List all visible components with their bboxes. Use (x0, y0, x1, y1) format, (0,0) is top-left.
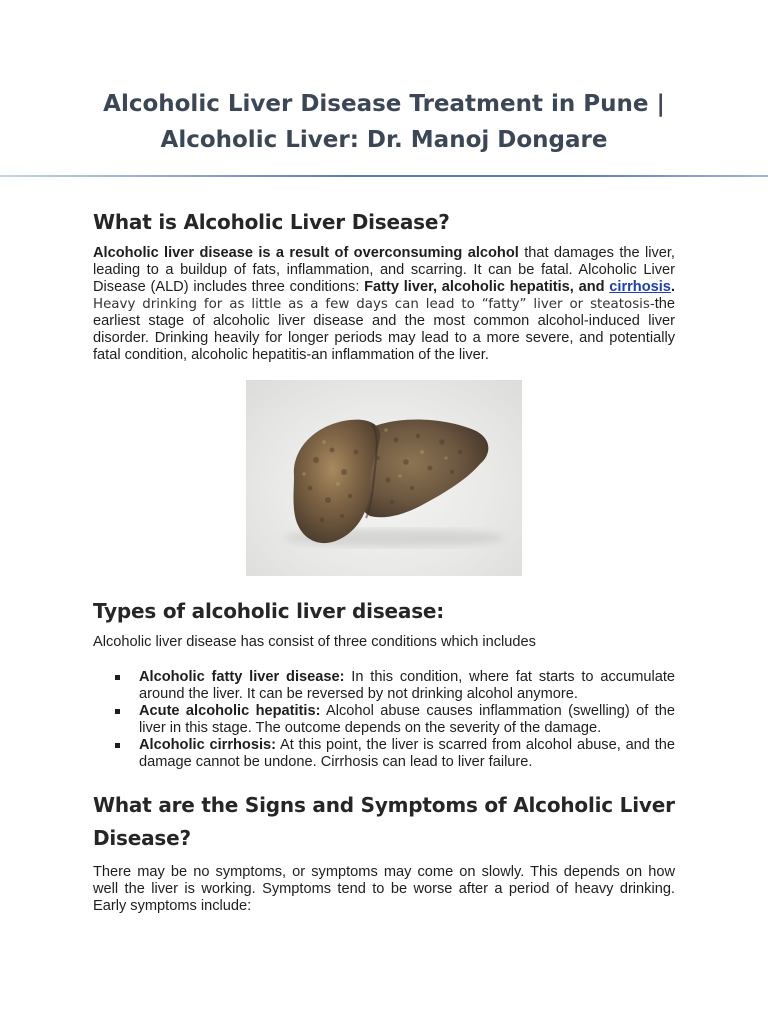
paragraph-text: that damages the liver, leading to a buildup of fats, inflammation, and scarring. It can be fatal. Alcoholic Liver Disease (ALD) includes three conditions: (93, 245, 675, 295)
bullet-icon (115, 743, 120, 748)
paragraph-bold-lead: Alcoholic liver disease is a result of overconsuming alcohol (93, 245, 519, 261)
section-heading-types: Types of alcoholic liver disease: (93, 599, 445, 623)
list-item-desc: Alcohol abuse causes inflammation (swelling) of the liver in this stage. The outcome depends on the severity of the damage. (139, 703, 675, 736)
paragraph-symptoms: There may be no symptoms, or symptoms may come on slowly. This depends on how well the liver is working. Symptoms tend to be worse after a period of heavy drinking. Early symptoms include: (93, 864, 675, 914)
list-item-term: Acute alcoholic hepatitis: (139, 703, 321, 719)
liver-image (246, 380, 522, 576)
section-heading-what-is: What is Alcoholic Liver Disease? (93, 210, 450, 234)
list-item-desc: At this point, the liver is scarred from alcohol abuse, and the damage cannot be undone. Cirrhosis can lead to liver failure. (139, 737, 675, 770)
list-item (93, 669, 675, 703)
paragraph-bold-conditions: Fatty liver, alcoholic hepatitis, and (364, 279, 605, 295)
paragraph-types-intro: Alcoholic liver disease has consist of three conditions which includes (93, 634, 536, 650)
paragraph-text-continued: the earliest stage of alcoholic liver disease and the most common alcohol-induced liver disorder. Drinking heavily for longer periods may lead to a more severe, and potentially fatal condition, alcoholic hepatitis-an inflammation of the liver. (93, 296, 675, 363)
paragraph-what-is (93, 245, 675, 364)
title-line-1: Alcoholic Liver Disease Treatment in Pune | (103, 91, 665, 117)
liver-illustration (246, 380, 522, 576)
paragraph-period: . (670, 279, 675, 295)
list-item (93, 703, 675, 737)
document-title (40, 86, 728, 158)
list-item-term: Alcoholic fatty liver disease: (139, 669, 345, 685)
section-heading-symptoms: What are the Signs and Symptoms of Alcoholic Liver Disease? (93, 793, 675, 850)
bullet-icon (115, 675, 120, 680)
title-divider (0, 175, 768, 177)
article-body (93, 205, 675, 915)
list-item-term: Alcoholic cirrhosis: (139, 737, 276, 753)
list-item (93, 737, 675, 771)
types-list (93, 669, 675, 771)
paragraph-alt-font-text: Heavy drinking for as little as a few days can lead to “fatty” liver or steatosis- (93, 297, 655, 312)
bullet-icon (115, 709, 120, 714)
cirrhosis-link[interactable]: cirrhosis (609, 279, 671, 295)
list-item-desc: In this condition, where fat starts to accumulate around the liver. It can be reversed by not drinking alcohol anymore. (139, 669, 675, 702)
title-line-2: Alcoholic Liver: Dr. Manoj Dongare (160, 127, 608, 153)
